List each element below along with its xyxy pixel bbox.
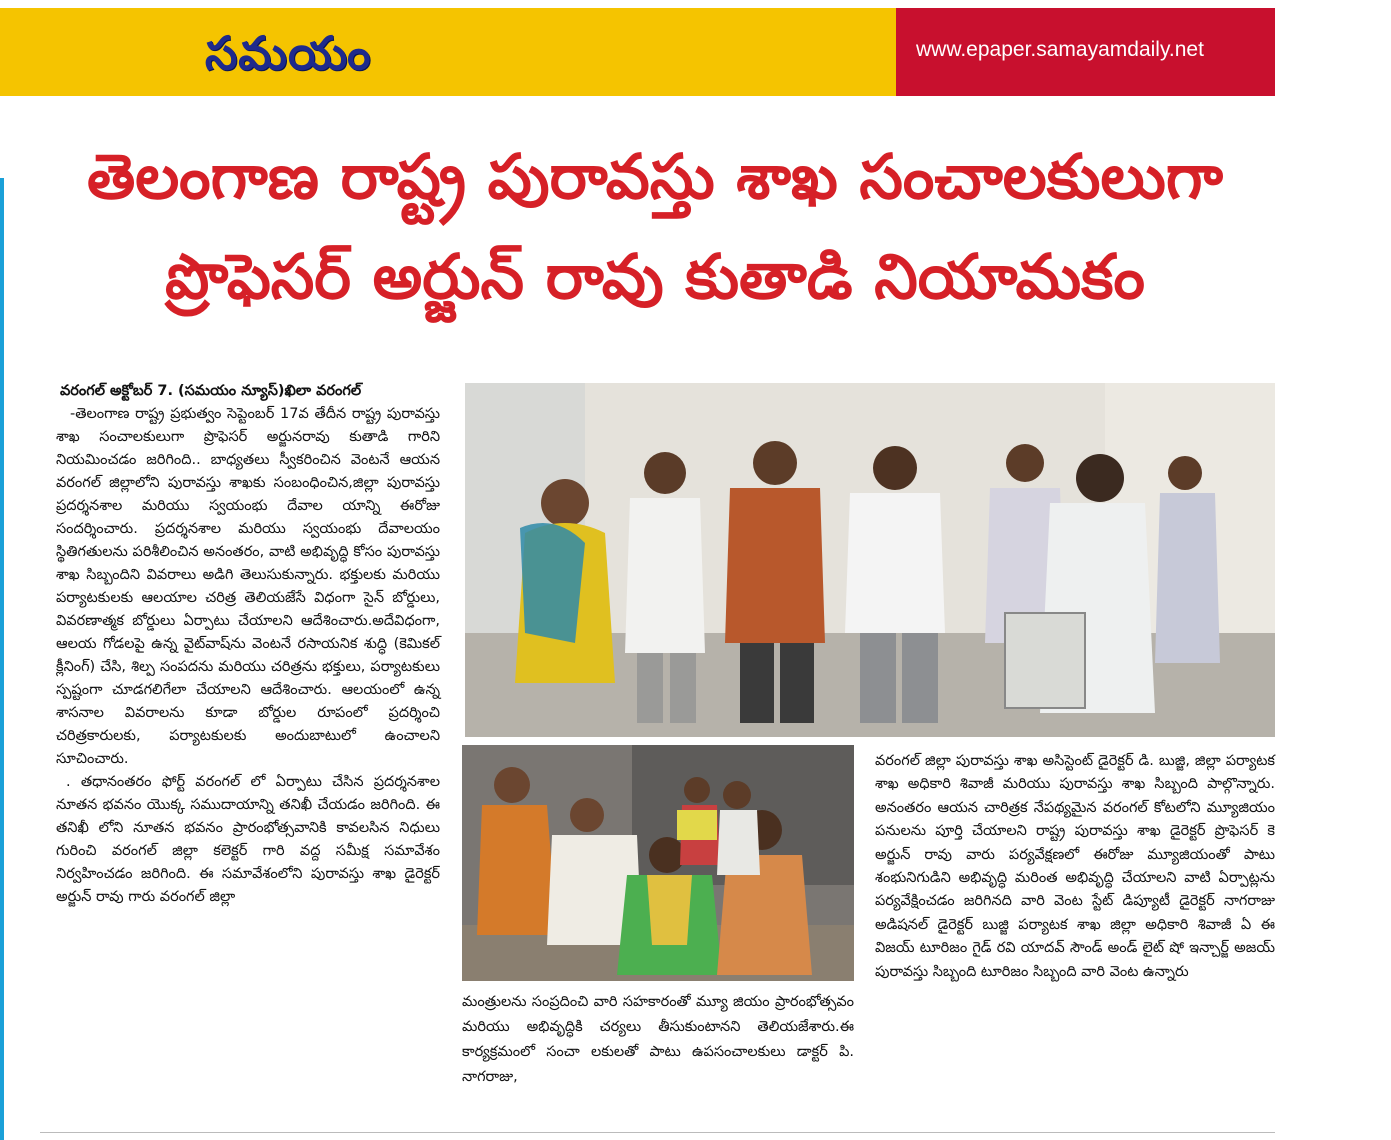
- felicitation-photo: [462, 745, 854, 981]
- bottom-divider: [40, 1132, 1275, 1133]
- dateline: వరంగల్ అక్టోబర్ 7. (సమయం న్యూస్)ఖిలా వరంగల్: [60, 383, 362, 399]
- url-banner: [896, 8, 1275, 96]
- headline-line-2: ప్రొఫెసర్ అర్జున్ రావు కుతాడి నియామకం: [165, 240, 1145, 313]
- article-paragraph-2: . తధానంతరం ఫోర్ట్ వరంగల్ లో ఏర్పాటు చేసిన ప్రదర్శనశాల నూతన భవనం యొక్క సముదాయాన్ని తనిఖీ చేయడం జరిగింది. ఈ తనిఖీ లోని నూతన భవనం ప్రారంభోత్సవానికి కావలసిన నిధులు గురించి వరంగల్ జిల్లా కలెక్టర్ గారి వద్ద సమీక్ష సమావేశం నిర్వహించడం జరిగింది. ఈ సమావేశంలోని పురావస్తు శాఖ డైరెక్టర్ అర్జున్ రావు గారు వరంగల్ జిల్లా: [56, 774, 440, 905]
- article-column-2: [462, 990, 854, 1090]
- article-column-1: [56, 380, 440, 909]
- epaper-url[interactable]: www.epaper.samayamdaily.net: [916, 38, 1204, 61]
- masthead: [0, 8, 1275, 96]
- newspaper-logo: సమయం: [205, 26, 372, 80]
- article-column-3: [875, 750, 1275, 984]
- article-paragraph-1: -తెలంగాణ రాష్ట్ర ప్రభుత్వం సెప్టెంబర్ 17వ తేదీన రాష్ట్ర పురావస్తు శాఖ సంచాలకులుగా ప్రొఫెసర్ అర్జునరావు కుతాడి గారిని నియమించడం జరిగింది.. బాధ్యతలు స్వీకరించిన వెంటనే ఆయన వరంగల్ జిల్లాలోని పురావస్తు శాఖకు సంబంధించిన,జిల్లా పురావస్తు ప్రదర్శనశాల మరియు స్వయంభు దేవాల యాన్ని ఈరోజు సందర్శించారు. ప్రదర్శనశాల మరియు స్వయంభు దేవాలయం స్థితిగతులను పరిశీలించిన అనంతరం, వాటి అభివృద్ధి కోసం పురావస్తు శాఖ సిబ్బందిని వివరాలు అడిగి తెలుసుకున్నారు. భక్తులకు మరియు పర్యాటకులకు ఆలయాల చరిత్ర తెలియజేసే విధంగా సైన్ బోర్డులు, వివరణాత్మక బోర్డులు ఏర్పాటు చేయాలని ఆదేశించారు.అదేవిధంగా, ఆలయ గోడలపై ఉన్న వైట్‌వాష్‌ను వెంటనే రసాయనిక శుద్ధి (కెమికల్ క్లీనింగ్) చేసి, శిల్ప సంపదను మరియు చరిత్రను భక్తులు, పర్యాటకులు స్పష్టంగా చూడగలిగేలా చేయాలని ఆదేశించారు. ఆలయంలో ఉన్న శాసనాల వివరాలను కూడా బోర్డుల రూపంలో ప్రదర్శించి చరిత్రకారులకు, పర్యాటకులకు అందుబాటులో ఉంచాలని సూచించారు.: [56, 406, 440, 767]
- inspection-photo-illustration: [465, 383, 1275, 737]
- felicitation-photo-illustration: [462, 745, 854, 981]
- inspection-photo: [465, 383, 1275, 737]
- article-paragraph-4: వరంగల్ జిల్లా పురావస్తు శాఖ అసిస్టెంట్ డైరెక్టర్ డి. బుజ్జి, జిల్లా పర్యాటక శాఖ అధికారి శివాజీ మరియు పురావస్తు శాఖ సిబ్బంది పాల్గొన్నారు. అనంతరం ఆయన చారిత్రక నేపథ్యమైన వరంగల్ కోటలోని మ్యూజియం పనులను పూర్తి చేయాలని రాష్ట్ర పురావస్తు శాఖ డైరెక్టర్ ప్రొఫెసర్ కె అర్జున్ రావు వారు పర్యవేక్షణలో ఈరోజు మ్యూజియంతో పాటు శంభునిగుడిని అభివృద్ధి మరింత అభివృద్ధి చేయాలని వాటి ఏర్పాట్లను పర్యవేక్షించడం జరిగినది వారి వెంట స్టేట్ డిప్యూటీ డైరెక్టర్ నాగరాజు అడిషనల్ డైరెక్టర్ బుజ్జి పర్యాటక శాఖ జిల్లా అధికారి శివాజీ ఏ ఈ విజయ్ టూరిజం గైడ్ రవి యాదవ్ సౌండ్ అండ్ లైట్ షో ఇన్చార్జ్ అజయ్ పురావస్తు సిబ్బంది టూరిజం సిబ్బంది వారి వెంట ఉన్నారు: [875, 753, 1275, 980]
- article-paragraph-3: మంత్రులను సంప్రదించి వారి సహకారంతో మ్యూ జియం ప్రారంభోత్సవం మరియు అభివృద్ధికి చర్యలు తీసుకుంటానని తెలియజేశారు.ఈ కార్యక్రమంలో సంచా లకులతో పాటు ఉపసంచాలకులు డాక్టర్ పి. నాగరాజు,: [462, 994, 854, 1085]
- headline-line-1: తెలంగాణ రాష్ట్ర పురావస్తు శాఖ సంచాలకులుగా: [86, 140, 1223, 213]
